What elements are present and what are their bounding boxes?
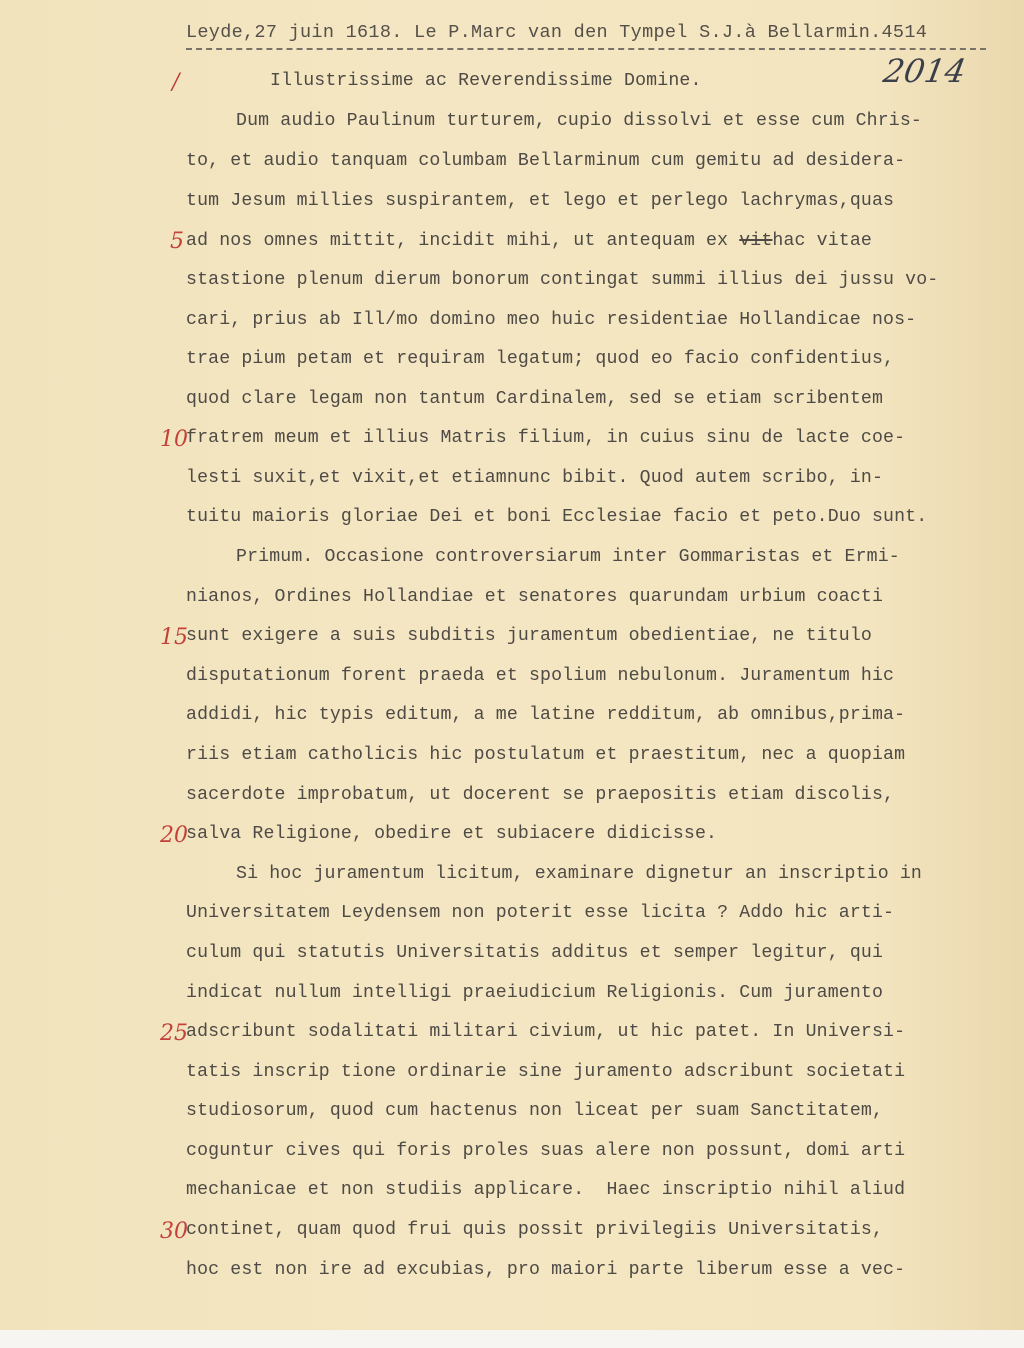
text-line: stastione plenum dierum bonorum contingat summi illius dei jussu vo-: [186, 270, 939, 290]
document-header: Leyde,27 juin 1618. Le P.Marc van den Tympel S.J.à Bellarmin.4514: [186, 22, 928, 43]
text-line: tuitu maioris gloriae Dei et boni Ecclesiae facio et peto.Duo sunt.: [186, 507, 928, 527]
margin-line-number: 5: [170, 229, 184, 254]
margin-line-number: 15: [160, 625, 188, 650]
text-line: disputationum forent praeda et spolium nebulonum. Juramentum hic: [186, 666, 895, 686]
text-line: indicat nullum intelligi praeiudicium Religionis. Cum juramento: [186, 983, 884, 1003]
text-line: addidi, hic typis editum, a me latine redditum, ab omnibus,prima-: [186, 705, 906, 725]
text-line: sacerdote improbatum, ut docerent se praepositis etiam discolis,: [186, 785, 895, 805]
header-underline: [186, 48, 986, 50]
text-fragment: ad nos omnes mittit, incidit mihi, ut antequam ex: [186, 231, 740, 251]
margin-line-number: 30: [160, 1219, 188, 1244]
text-line: coguntur cives qui foris proles suas alere non possunt, domi arti: [186, 1141, 906, 1161]
text-line: riis etiam catholicis hic postulatum et praestitum, nec a quopiam: [186, 745, 906, 765]
text-line: quod clare legam non tantum Cardinalem, sed se etiam scribentem: [186, 389, 884, 409]
text-line: [186, 231, 872, 251]
text-line: lesti suxit,et vixit,et etiamnunc bibit. Quod autem scribo, in-: [186, 468, 884, 488]
text-line: nianos, Ordines Hollandiae et senatores quarundam urbium coacti: [186, 587, 884, 607]
text-fragment: hac vitae: [772, 231, 873, 251]
text-line: culum qui statutis Universitatis additus et semper legitur, qui: [186, 943, 884, 963]
text-line: Primum. Occasione controversiarum inter Gommaristas et Ermi-: [236, 547, 900, 567]
text-line: tum Jesum millies suspirantem, et lego et perlego lachrymas,quas: [186, 191, 895, 211]
text-line: Si hoc juramentum licitum, examinare dignetur an inscriptio in: [236, 864, 922, 884]
folio-number: 2014: [880, 52, 969, 90]
margin-line-number: 25: [160, 1021, 188, 1046]
text-line: tatis inscrip tione ordinarie sine juramento adscribunt societati: [186, 1062, 906, 1082]
text-line: to, et audio tanquam columbam Bellarminum cum gemitu ad desidera-: [186, 151, 906, 171]
text-line: adscribunt sodalitati militari civium, ut hic patet. In Universi-: [186, 1022, 906, 1042]
margin-line-number: 10: [160, 427, 188, 452]
text-line: fratrem meum et illius Matris filium, in cuius sinu de lacte coe-: [186, 428, 906, 448]
text-line: sunt exigere a suis subditis juramentum obedientiae, ne titulo: [186, 626, 872, 646]
text-line: Universitatem Leydensem non poterit esse licita ? Addo hic arti-: [186, 903, 895, 923]
text-line: hoc est non ire ad excubias, pro maiori parte liberum esse a vec-: [186, 1260, 906, 1280]
text-line: salva Religione, obedire et subiacere didicisse.: [186, 824, 718, 844]
margin-mark: /: [172, 70, 180, 95]
text-line: mechanicae et non studiis applicare. Haec inscriptio nihil aliud: [186, 1180, 906, 1200]
text-line: continet, quam quod frui quis possit privilegiis Universitatis,: [186, 1220, 884, 1240]
text-line: Dum audio Paulinum turturem, cupio dissolvi et esse cum Chris-: [236, 111, 922, 131]
scan-background: [0, 1330, 1024, 1348]
text-line: studiosorum, quod cum hactenus non liceat per suam Sanctitatem,: [186, 1101, 884, 1121]
salutation: Illustrissime ac Reverendissime Domine.: [270, 71, 702, 91]
text-line: cari, prius ab Ill/mo domino meo huic residentiae Hollandicae nos-: [186, 310, 917, 330]
text-line: trae pium petam et requiram legatum; quod eo facio confidentius,: [186, 349, 895, 369]
struck-text: vit: [739, 231, 773, 251]
margin-line-number: 20: [160, 823, 188, 848]
